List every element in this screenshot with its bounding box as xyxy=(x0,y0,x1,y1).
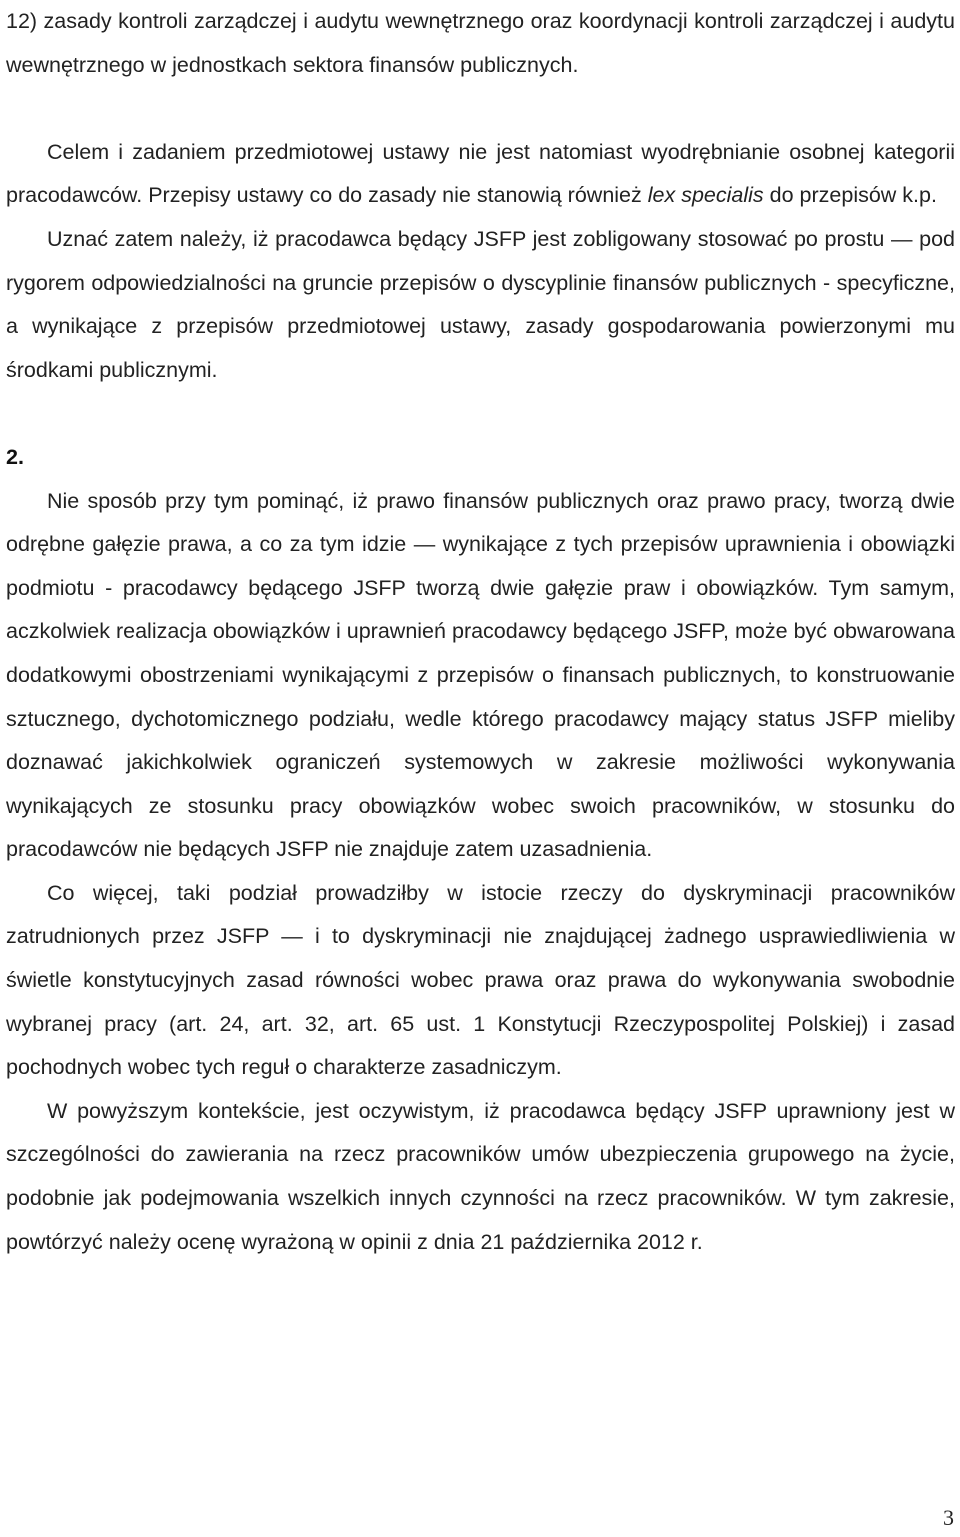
paragraph-co-wiecej: Co więcej, taki podział prowadziłby w istocie rzeczy do dyskryminacji pracowników zatrudnionych przez JSFP — i to dyskryminacji nie znajdującej żadnego usprawiedliwienia w świetle konstytucyjnych zasad równości wobec prawa oraz prawa do wykonywania swobodnie wybranej pracy (art. 24, art. 32, art. 65 ust. 1 Konstytucji Rzeczypospolitej Polskiej) i zasad pochodnych wobec tych reguł o charakterze zasadniczym. xyxy=(6,880,955,1080)
blank-line xyxy=(6,87,955,131)
paragraph-nie-sposob: Nie sposób przy tym pominąć, iż prawo finansów publicznych oraz prawo pracy, tworzą dwie odrębne gałęzie prawa, a co za tym idzie — wynikające z tych przepisów uprawnienia i obowiązki podmiotu - pracodawcy będącego JSFP tworzą dwie gałęzie praw i obowiązków. Tym samym, aczkolwiek realizacja obowiązków i uprawnień pracodawcy będącego JSFP, może być obwarowana dodatkowymi obostrzeniami wynikającymi z przepisów o finansach publicznych, to konstruowanie sztucznego, dychotomicznego podziału, wedle którego pracodawcy mający status JSFP mieliby doznawać jakichkolwiek ograniczeń systemowych w zakresie możliwości wykonywania wynikających ze stosunku pracy obowiązków wobec swoich pracowników, w stosunku do pracodawców nie będących JSFP nie znajduje zatem uzasadnienia. xyxy=(6,488,955,862)
list-item-12: 12) zasady kontroli zarządczej i audytu wewnętrznego oraz koordynacji kontroli zarządczej i audytu wewnętrznego w jednostkach sektora finansów publicznych. xyxy=(6,9,955,77)
paragraph-celem-text: Celem i zadaniem przedmiotowej ustawy nie jest natomiast wyodrębnianie osobnej kategorii pracodawców. Przepisy ustawy co do zasady nie stanowią również xyxy=(6,139,955,208)
italic-term: lex specialis xyxy=(647,183,764,208)
document-page xyxy=(6,0,955,1264)
paragraph-celem xyxy=(6,131,955,218)
paragraph-w-powyzszym: W powyższym kontekście, jest oczywistym, iż pracodawca będący JSFP uprawniony jest w szczególności do zawierania na rzecz pracowników umów ubezpieczenia grupowego na życie, podobnie jak podejmowania wszelkich innych czynności na rzecz pracowników. W tym zakresie, powtórzyć należy ocenę wyrażoną w opinii z dnia 21 października 2012 r. xyxy=(6,1098,955,1254)
page-number: 3 xyxy=(943,1505,954,1530)
paragraph-celem-text-end: do przepisów k.p. xyxy=(763,183,937,208)
paragraph-uznac: Uznać zatem należy, iż pracodawca będący JSFP jest zobligowany stosować po prostu — pod rygorem odpowiedzialności na gruncie przepisów o dyscyplinie finansów publicznych - specyficzne, a wynikające z przepisów przedmiotowej ustawy, zasady gospodarowania powierzonymi mu środkami publicznymi. xyxy=(6,226,955,382)
section-number: 2. xyxy=(6,444,24,469)
blank-line xyxy=(6,392,955,436)
